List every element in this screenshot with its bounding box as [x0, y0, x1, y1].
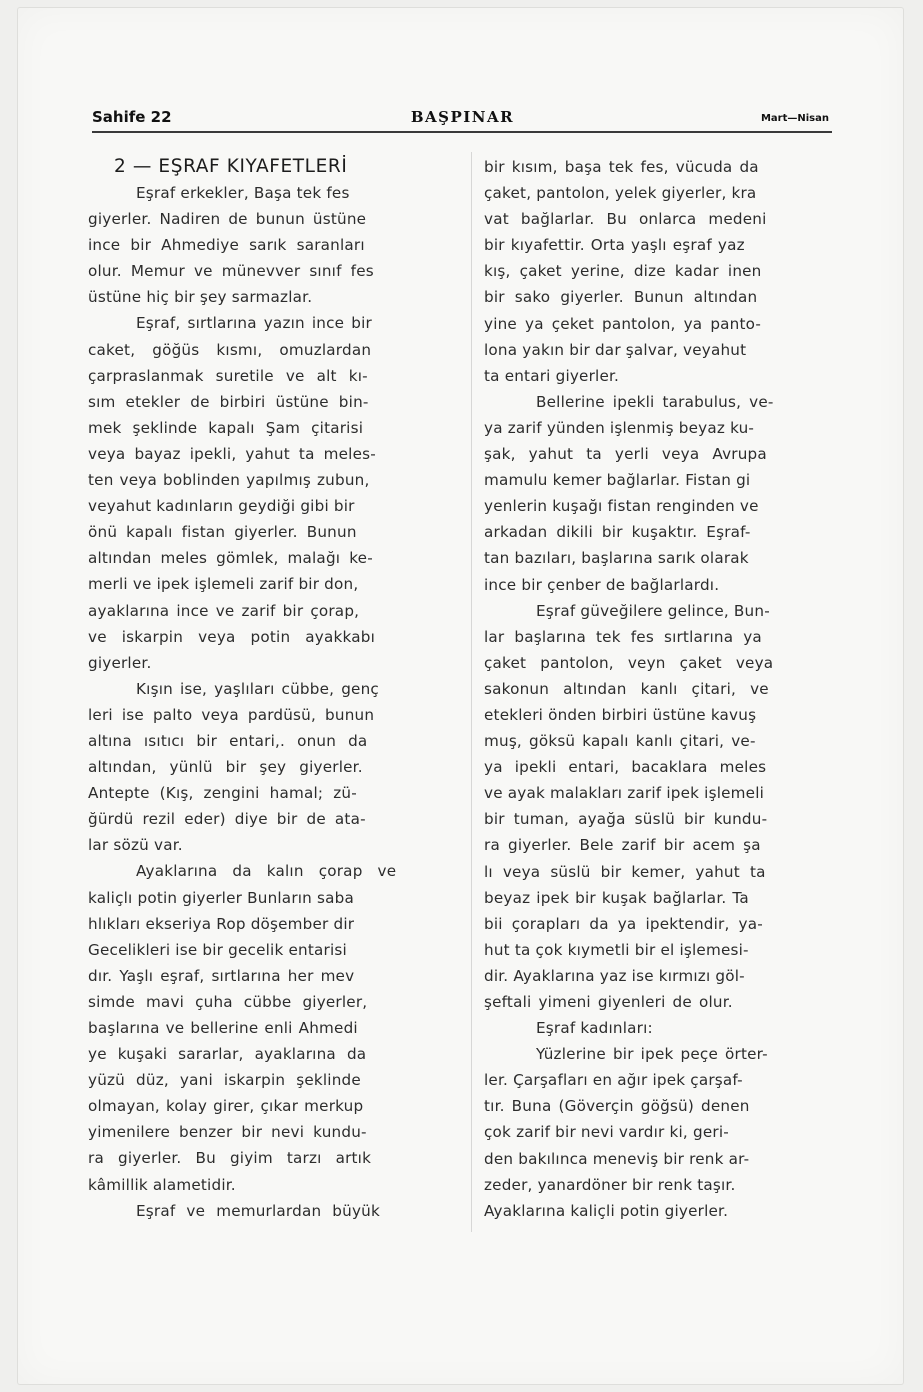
- text-line: şeftali yimeni giyenleri de olur.: [484, 993, 733, 1011]
- text-line: veya bayaz ipekli, yahut ta meles-: [88, 444, 376, 463]
- text-line: yine ya çeket pantolon, ya panto-: [484, 314, 762, 333]
- text-line: leri ise palto veya pardüsü, bunun: [88, 705, 375, 724]
- text-line: lona yakın bir dar şalvar, veyahut: [484, 340, 747, 359]
- text-line: önü kapalı fistan giyerler. Bunun: [88, 523, 357, 542]
- text-line: bir kıyafettir. Orta yaşlı eşraf yaz: [484, 236, 745, 255]
- text-line: vat bağlarlar. Bu onlarca medeni: [484, 210, 767, 229]
- column-divider: [471, 152, 472, 1232]
- header-rule: [92, 131, 832, 133]
- text-line: başlarına ve bellerine enli Ahmedi: [88, 1019, 358, 1037]
- text-line: ayaklarına ince ve zarif bir çorap,: [88, 601, 360, 620]
- text-line: Antepte (Kış, zengini hamal; zü-: [88, 784, 357, 803]
- text-line: Eşraf güveğilere gelince, Bun-: [536, 601, 770, 620]
- text-line: den bakılınca meneviş bir renk ar-: [484, 1149, 750, 1168]
- text-line: üstüne hiç bir şey sarmazlar.: [88, 288, 313, 307]
- text-line: çok zarif bir nevi vardır ki, geri-: [484, 1123, 729, 1142]
- text-line: kâmillik alametidir.: [88, 1175, 236, 1194]
- text-line: etekleri önden birbiri üstüne kavuş: [484, 705, 757, 724]
- text-line: bii çorapları da ya ipektendir, ya-: [484, 914, 763, 933]
- text-line: yimenilere benzer bir nevi kundu-: [88, 1123, 367, 1142]
- text-line: bir tuman, ayağa süslü bir kundu-: [484, 810, 768, 829]
- text-line: ten veya boblinden yapılmış zubun,: [88, 471, 370, 490]
- page-header: [90, 108, 835, 132]
- text-line: dir. Ayaklarına yaz ise kırmızı göl-: [484, 966, 745, 985]
- text-line: sakonun altından kanlı çitari, ve: [484, 679, 769, 698]
- text-line: ince bir çenber de bağlarlardı.: [484, 575, 720, 594]
- text-line: lar başlarına tek fes sırtlarına ya: [484, 627, 762, 646]
- issue-date: Mart—Nisan: [760, 113, 829, 124]
- text-line: sım etekler de birbiri üstüne bin-: [88, 392, 369, 411]
- text-line: Eşraf, sırtlarına yazın ince bir: [136, 314, 372, 333]
- text-line: mamulu kemer bağlarlar. Fistan gi: [484, 471, 751, 490]
- text-line: caket, göğüs kısmı, omuzlardan: [88, 340, 372, 359]
- journal-title: BAŞPINAR: [410, 108, 515, 126]
- right-column: [484, 154, 840, 1224]
- text-line: veyahut kadınların geydiği gibi bir: [88, 497, 355, 516]
- text-line: Kışın ise, yaşlıları cübbe, genç: [136, 679, 379, 698]
- text-line: lı veya süslü bir kemer, yahut ta: [484, 862, 766, 881]
- section-title: 2 — EŞRAF KIYAFETLERİ: [114, 156, 348, 177]
- text-line: tan bazıları, başlarına sarık olarak: [484, 549, 749, 568]
- text-line: ya ipekli entari, bacaklara meles: [484, 758, 767, 777]
- text-line: Gecelikleri ise bir gecelik entarisi: [88, 940, 347, 959]
- text-line: arkadan dikili bir kuşaktır. Eşraf-: [484, 523, 751, 542]
- text-line: giyerler.: [88, 653, 152, 672]
- text-line: bir sako giyerler. Bunun altından: [484, 288, 758, 307]
- text-line: ye kuşaki sararlar, ayaklarına da: [88, 1045, 367, 1064]
- text-line: ta entari giyerler.: [484, 366, 620, 385]
- text-line: kaliçlı potin giyerler Bunların saba: [88, 888, 355, 907]
- text-line: kış, çaket yerine, dize kadar inen: [484, 262, 762, 281]
- left-column: [88, 154, 460, 1224]
- text-line: çaket, pantolon, yelek giyerler, kra: [484, 184, 757, 203]
- text-line: yenlerin kuşağı fistan renginden ve: [484, 497, 759, 516]
- text-line: dır. Yaşlı eşraf, sırtlarına her mev: [88, 966, 355, 985]
- text-line: tır. Buna (Göverçin göğsü) denen: [484, 1097, 750, 1116]
- page-number-label: Sahife 22: [92, 108, 172, 126]
- text-line: ğürdü rezil eder) diye bir de ata-: [88, 810, 366, 829]
- text-line: çarpraslanmak suretile ve alt kı-: [88, 366, 368, 385]
- text-line: merli ve ipek işlemeli zarif bir don,: [88, 575, 359, 594]
- text-line: zeder, yanardöner bir renk taşır.: [484, 1175, 736, 1194]
- text-line: bir kısım, başa tek fes, vücuda da: [484, 158, 759, 176]
- text-line: ler. Çarşafları en ağır ipek çarşaf-: [484, 1071, 743, 1090]
- text-line: çaket pantolon, veyn çaket veya: [484, 653, 774, 672]
- text-line: Eşraf ve memurlardan büyük: [136, 1201, 380, 1220]
- text-line: altına ısıtıcı bir entari,. onun da: [88, 731, 368, 750]
- text-line: hlıkları ekseriya Rop döşember dir: [88, 914, 355, 933]
- text-line: hut ta çok kıymetli bir el işlemesi-: [484, 940, 749, 959]
- text-line: altından meles gömlek, malağı ke-: [88, 549, 373, 568]
- text-line: ra giyerler. Bele zarif bir acem şa: [484, 836, 761, 855]
- text-line: Bellerine ipekli tarabulus, ve-: [536, 392, 774, 411]
- text-line: olmayan, kolay girer, çıkar merkup: [88, 1097, 364, 1116]
- text-line: ya zarif yünden işlenmiş beyaz ku-: [484, 418, 755, 437]
- text-line: muş, göksü kapalı kanlı çitari, ve-: [484, 732, 756, 751]
- text-line: olur. Memur ve münevver sınıf fes: [88, 262, 374, 281]
- text-line: ve iskarpin veya potin ayakkabı: [88, 627, 375, 646]
- text-line: ince bir Ahmediye sarık saranları: [88, 236, 365, 255]
- text-line: Ayaklarına da kalın çorap ve: [136, 862, 397, 881]
- text-line: beyaz ipek bir kuşak bağlarlar. Ta: [484, 888, 749, 907]
- text-line: yüzü düz, yani iskarpin şeklinde: [88, 1071, 361, 1090]
- text-line: Eşraf kadınları:: [536, 1019, 653, 1038]
- text-line: Yüzlerine bir ipek peçe örter-: [536, 1045, 768, 1064]
- text-line: ra giyerler. Bu giyim tarzı artık: [88, 1149, 372, 1168]
- text-line: giyerler. Nadiren de bunun üstüne: [88, 210, 367, 229]
- text-line: altından, yünlü bir şey giyerler.: [88, 758, 363, 777]
- text-line: simde mavi çuha cübbe giyerler,: [88, 992, 368, 1011]
- text-line: ve ayak malakları zarif ipek işlemeli: [484, 784, 765, 803]
- text-line: mek şeklinde kapalı Şam çitarisi: [88, 418, 364, 437]
- text-line: Ayaklarına kaliçli potin giyerler.: [484, 1201, 729, 1220]
- text-line: şak, yahut ta yerli veya Avrupa: [484, 445, 767, 464]
- text-line: Eşraf erkekler, Başa tek fes: [136, 184, 350, 202]
- text-line: lar sözü var.: [88, 836, 183, 855]
